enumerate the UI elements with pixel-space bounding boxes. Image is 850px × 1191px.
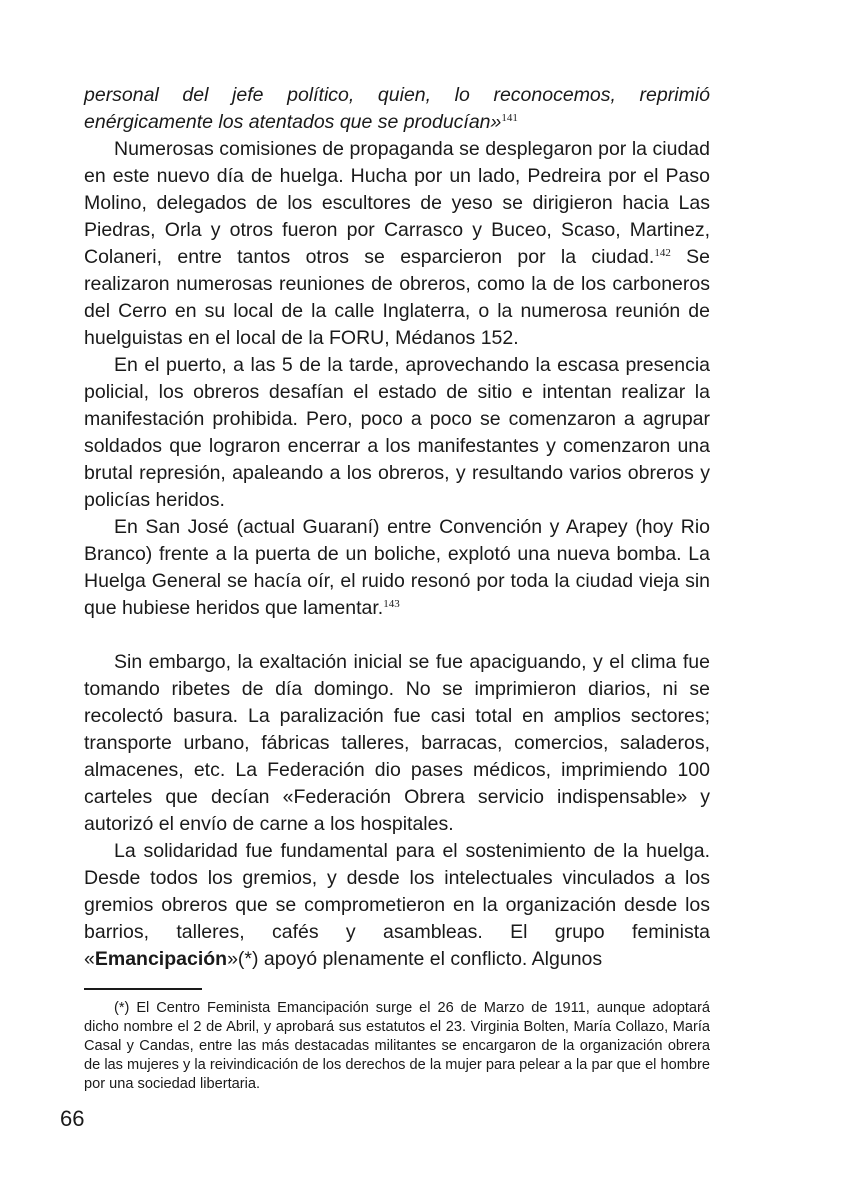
paragraph-text-end: »(*) apoyó plenamente el conflicto. Algunos [227,948,603,970]
open-quote: « [84,948,95,970]
paragraph-text: Numerosas comisiones de propaganda se desplegaron por la ciudad en este nuevo día de huelga. Hucha por un lado, Pedreira por el Paso Molino, delegados de los escultores de yeso se dirigieron hacia Las Piedras, Orla y otros fueron por Carrasco y Buceo, Scaso, Martinez, Colaneri, entre tantos otros se esparcieron por la ciudad. [84,138,710,268]
body-text [84,82,710,973]
paragraph-solidaridad [84,838,710,973]
footnote-ref-142: 142 [654,247,671,259]
paragraph-puerto [84,352,710,514]
paragraph-domingo [84,649,710,838]
footnote-ref-143: 143 [383,598,400,610]
quote-continuation: personal del jefe político, quien, lo reconocemos, reprimió enérgicamente los atentados que se producían» [84,84,710,133]
paragraph-gap [84,622,710,649]
footnote-rule [84,988,202,990]
paragraph-text: Sin embargo, la exaltación inicial se fue apaciguando, y el clima fue tomando ribetes de día domingo. No se imprimieron diarios, ni se recolectó basura. La paralización fue casi total en amplios sectores; transporte urbano, fábricas talleres, barracas, comercios, saladeros, almacenes, etc. La Federación dio pases médicos, imprimiendo 100 carteles que decían «Federación Obrera servicio indispensable» y autorizó el envío de carne a los hospitales. [84,651,710,835]
paragraph-text-tail: Se realizaron numerosas reuniones de obreros, como la de los carboneros del Cerro en su local de la calle Inglaterra, o la numerosa reunión de huelguistas en el local de la FORU, Médanos 152. [84,246,710,349]
paragraph-text: En San José (actual Guaraní) entre Convención y Arapey (hoy Rio Branco) frente a la puerta de un boliche, explotó una nueva bomba. La Huelga General se hacía oír, el ruido resonó por toda la ciudad vieja sin que hubiese heridos que lamentar. [84,516,710,619]
emancipacion-bold: Emancipación [94,948,228,970]
paragraph-text: En el puerto, a las 5 de la tarde, aprovechando la escasa presencia policial, los obreros desafían el estado de sitio e intentan realizar la manifestación prohibida. Pero, poco a poco se comenzaron a agrupar soldados que lograron encerrar a los manifestantes y comenzaron una brutal represión, apaleando a los obreros, y resultando varios obreros y policías heridos. [84,354,710,511]
page-number: 66 [60,1106,85,1131]
paragraph-propaganda [84,136,710,352]
footnote: (*) El Centro Feminista Emancipación surge el 26 de Marzo de 1911, aunque adoptará dicho nombre el 2 de Abril, y aprobará sus estatutos el 23. Virginia Bolten, María Collazo, María Casal y Candas, entre las más destacadas militantes se encargaron de la organización obrera de las mujeres y la reivindicación de los derechos de la mujer para pelear a la par que el hombre por una sociedad libertaria. [84,1000,710,1092]
paragraph-bomba [84,514,710,622]
paragraph-quote-end [84,82,710,136]
paragraph-text: La solidaridad fue fundamental para el sostenimiento de la huelga. Desde todos los gremios, y desde los intelectuales vinculados a los gremios obreros que se comprometieron en la organización desde los barrios, talleres, cafés y asambleas. El grupo feminista [84,840,710,943]
footnote-ref-141: 141 [501,112,518,124]
